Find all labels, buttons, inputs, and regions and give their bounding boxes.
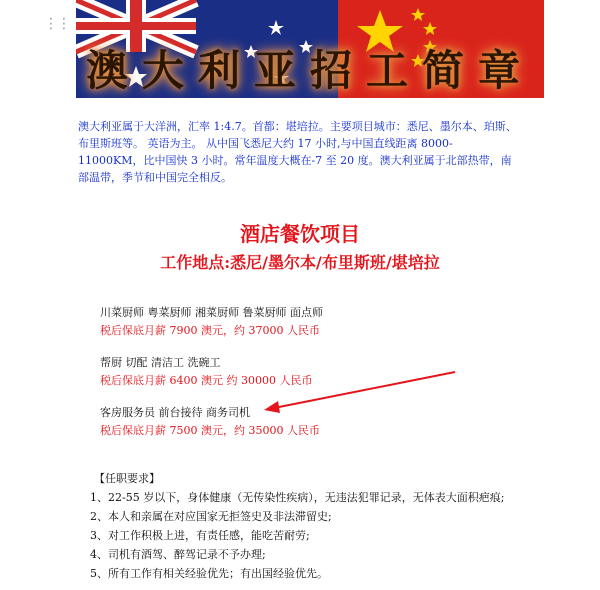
job-roles: 客房服务员 前台接待 商务司机 — [100, 406, 250, 419]
job-roles: 川菜厨师 粤菜厨师 湘菜厨师 鲁菜厨师 面点师 — [100, 306, 323, 319]
header-banner — [76, 0, 544, 98]
requirement-item: 3、对工作积极上进，有责任感，能吃苦耐劳; — [90, 529, 310, 542]
requirements-section — [90, 469, 570, 583]
intro-paragraph: 澳大利亚属于大洋洲，汇率 1:4.7。首都：堪培拉。主要项目城市：悉尼、墨尔本、珀斯、布里斯班等。 英语为主。 从中国飞悉尼大约 17 小时,与中国直线距离 8000-11000KM，比中国快 3 小时。常年温度大概在-7 至 20 度。澳大利亚属于北部热带，南部温带，季节和中国完全相反。 — [78, 120, 517, 184]
requirements-heading: 【任职要求】 — [94, 472, 160, 485]
job-group-chefs — [100, 304, 323, 340]
job-group-service-staff — [100, 404, 320, 440]
requirement-item: 5、所有工作有相关经验优先；有出国经验优先。 — [90, 567, 328, 580]
job-roles: 帮厨 切配 清洁工 洗碗工 — [100, 356, 221, 369]
drag-handle-icon[interactable]: ⋮⋮ — [44, 16, 70, 32]
job-salary: 税后保底月薪 6400 澳元 约 30000 人民币 — [100, 374, 313, 387]
project-title: 酒店餐饮项目 — [240, 222, 360, 246]
job-salary: 税后保底月薪 7900 澳元，约 37000 人民币 — [100, 324, 320, 337]
banner-title: 澳大利亚招工简章 — [85, 46, 534, 95]
requirement-item: 4、司机有酒驾、醉驾记录不予办理; — [90, 548, 266, 561]
requirement-item: 1、22-55 岁以下，身体健康（无传染性疾病），无违法犯罪记录，无体表大面积疤痕; — [90, 491, 505, 504]
work-location: 工作地点:悉尼/墨尔本/布里斯班/堪培拉 — [160, 253, 440, 272]
job-salary: 税后保底月薪 7500 澳元，约 35000 人民币 — [100, 424, 320, 437]
requirement-item: 2、本人和亲属在对应国家无拒签史及非法滞留史; — [90, 510, 332, 523]
